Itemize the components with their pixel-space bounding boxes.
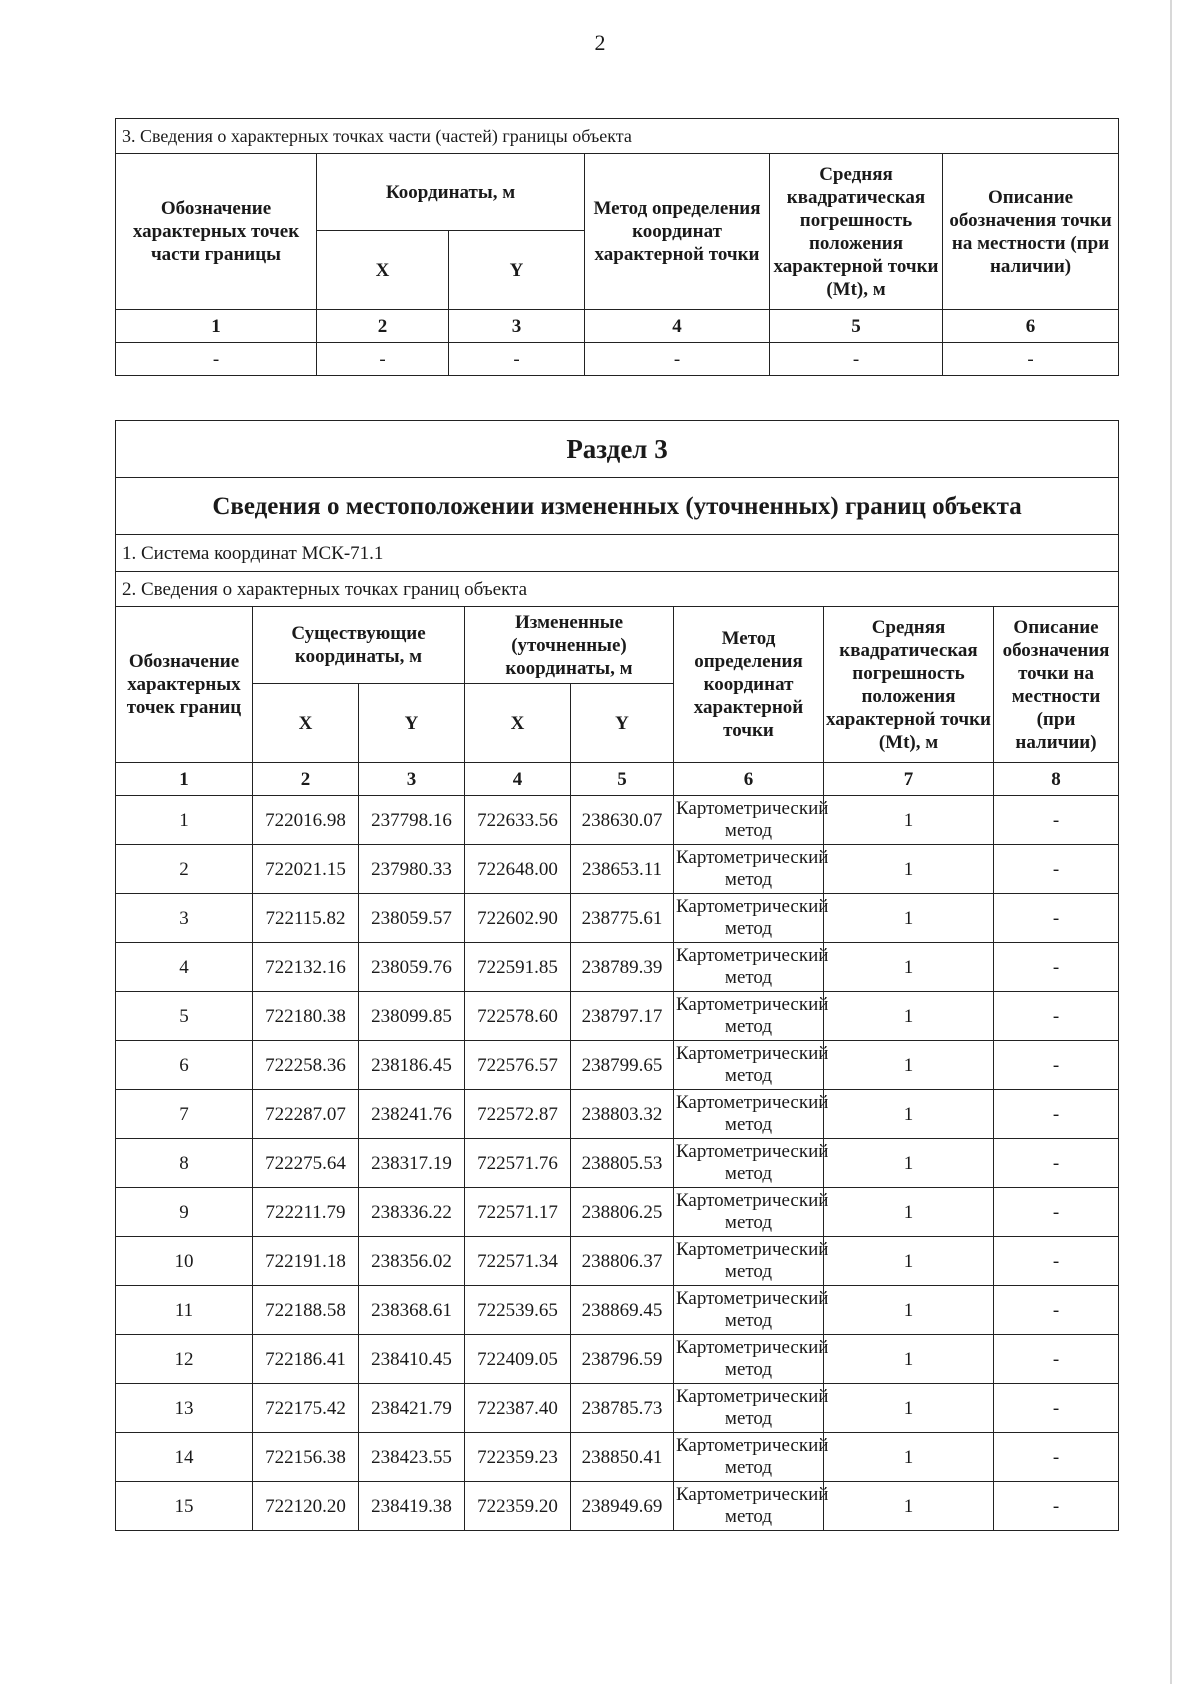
- changed-y: 238805.53: [571, 1139, 674, 1188]
- point-number: 4: [116, 943, 253, 992]
- mt-value: 1: [824, 1188, 994, 1237]
- empty-cell: -: [317, 343, 449, 376]
- boundary-points-table: [115, 420, 1119, 1531]
- table-row: [116, 894, 1119, 943]
- changed-y: 238799.65: [571, 1041, 674, 1090]
- empty-row: [116, 343, 1119, 376]
- mt-value: 1: [824, 1041, 994, 1090]
- method: Картометрический метод: [674, 1433, 824, 1482]
- existing-y: 238336.22: [359, 1188, 465, 1237]
- scan-edge: [1170, 0, 1172, 1684]
- method: Картометрический метод: [674, 894, 824, 943]
- mt-value: 1: [824, 845, 994, 894]
- description: -: [994, 1482, 1119, 1531]
- existing-y: 238317.19: [359, 1139, 465, 1188]
- col-number: 6: [943, 310, 1119, 343]
- existing-x: 722258.36: [253, 1041, 359, 1090]
- point-number: 7: [116, 1090, 253, 1139]
- point-number: 3: [116, 894, 253, 943]
- existing-x: 722175.42: [253, 1384, 359, 1433]
- col-number: 5: [770, 310, 943, 343]
- existing-y: 238410.45: [359, 1335, 465, 1384]
- description: -: [994, 1188, 1119, 1237]
- description: -: [994, 992, 1119, 1041]
- description: -: [994, 796, 1119, 845]
- description: -: [994, 845, 1119, 894]
- page-number: 2: [594, 30, 606, 55]
- changed-y: 238630.07: [571, 796, 674, 845]
- empty-cell: -: [116, 343, 317, 376]
- method: Картометрический метод: [674, 1090, 824, 1139]
- existing-y: 238368.61: [359, 1286, 465, 1335]
- changed-x: 722359.23: [465, 1433, 571, 1482]
- existing-x: 722191.18: [253, 1237, 359, 1286]
- col-number: 1: [116, 310, 317, 343]
- header-x-changed: X: [465, 684, 571, 763]
- changed-y: 238796.59: [571, 1335, 674, 1384]
- mt-value: 1: [824, 1335, 994, 1384]
- point-number: 12: [116, 1335, 253, 1384]
- col-number: 3: [359, 763, 465, 796]
- existing-y: 238421.79: [359, 1384, 465, 1433]
- existing-x: 722156.38: [253, 1433, 359, 1482]
- col-number: 6: [674, 763, 824, 796]
- existing-x: 722132.16: [253, 943, 359, 992]
- header-description: Описание обозначения точки на местности (при наличии): [943, 154, 1119, 310]
- coord-system: 1. Система координат МСК-71.1: [116, 535, 1119, 572]
- col-number: 1: [116, 763, 253, 796]
- column-numbers-row: [116, 310, 1119, 343]
- existing-x: 722021.15: [253, 845, 359, 894]
- existing-y: 238099.85: [359, 992, 465, 1041]
- method: Картометрический метод: [674, 796, 824, 845]
- description: -: [994, 1041, 1119, 1090]
- column-numbers-row: [116, 763, 1119, 796]
- changed-x: 722633.56: [465, 796, 571, 845]
- point-number: 11: [116, 1286, 253, 1335]
- method: Картометрический метод: [674, 992, 824, 1041]
- method: Картометрический метод: [674, 1335, 824, 1384]
- existing-y: 238059.57: [359, 894, 465, 943]
- method: Картометрический метод: [674, 1482, 824, 1531]
- description: -: [994, 1384, 1119, 1433]
- mt-value: 1: [824, 1433, 994, 1482]
- method: Картометрический метод: [674, 1188, 824, 1237]
- changed-y: 238806.25: [571, 1188, 674, 1237]
- empty-cell: -: [943, 343, 1119, 376]
- existing-y: 238059.76: [359, 943, 465, 992]
- point-number: 15: [116, 1482, 253, 1531]
- header-x: X: [317, 231, 449, 310]
- method: Картометрический метод: [674, 1237, 824, 1286]
- existing-y: 238423.55: [359, 1433, 465, 1482]
- header-y-existing: Y: [359, 684, 465, 763]
- point-number: 10: [116, 1237, 253, 1286]
- section-subtitle: Сведения о местоположении измененных (уточненных) границ объекта: [116, 478, 1119, 535]
- col-number: 8: [994, 763, 1119, 796]
- section-title: Раздел 3: [116, 421, 1119, 478]
- changed-x: 722539.65: [465, 1286, 571, 1335]
- header-error: Средняя квадратическая погрешность положения характерной точки (Mt), м: [824, 607, 994, 763]
- point-number: 9: [116, 1188, 253, 1237]
- table-row: [116, 1335, 1119, 1384]
- table-row: [116, 992, 1119, 1041]
- table-row: [116, 845, 1119, 894]
- mt-value: 1: [824, 1482, 994, 1531]
- points-body: [116, 796, 1119, 1531]
- point-number: 5: [116, 992, 253, 1041]
- header-changed: Измененные (уточненные) координаты, м: [465, 607, 674, 684]
- description: -: [994, 1335, 1119, 1384]
- empty-cell: -: [585, 343, 770, 376]
- changed-x: 722572.87: [465, 1090, 571, 1139]
- method: Картометрический метод: [674, 943, 824, 992]
- changed-x: 722571.17: [465, 1188, 571, 1237]
- existing-x: 722275.64: [253, 1139, 359, 1188]
- empty-cell: -: [449, 343, 585, 376]
- header-method: Метод определения координат характерной точки: [585, 154, 770, 310]
- description: -: [994, 1237, 1119, 1286]
- point-number: 2: [116, 845, 253, 894]
- header-existing: Существующие координаты, м: [253, 607, 465, 684]
- changed-x: 722571.76: [465, 1139, 571, 1188]
- changed-x: 722578.60: [465, 992, 571, 1041]
- header-coords: Координаты, м: [317, 154, 585, 231]
- table-row: [116, 1090, 1119, 1139]
- col-number: 4: [585, 310, 770, 343]
- changed-y: 238775.61: [571, 894, 674, 943]
- table-row: [116, 796, 1119, 845]
- method: Картометрический метод: [674, 1384, 824, 1433]
- changed-x: 722591.85: [465, 943, 571, 992]
- point-number: 8: [116, 1139, 253, 1188]
- part-points-title: 3. Сведения о характерных точках части (частей) границы объекта: [116, 119, 1119, 154]
- mt-value: 1: [824, 1237, 994, 1286]
- mt-value: 1: [824, 894, 994, 943]
- table-row: [116, 1384, 1119, 1433]
- mt-value: 1: [824, 1384, 994, 1433]
- changed-x: 722387.40: [465, 1384, 571, 1433]
- changed-y: 238653.11: [571, 845, 674, 894]
- description: -: [994, 1139, 1119, 1188]
- table-row: [116, 1237, 1119, 1286]
- header-designation: Обозначение характерных точек части границы: [116, 154, 317, 310]
- existing-y: 238419.38: [359, 1482, 465, 1531]
- table-row: [116, 943, 1119, 992]
- changed-x: 722359.20: [465, 1482, 571, 1531]
- mt-value: 1: [824, 1139, 994, 1188]
- header-designation: Обозначение характерных точек границ: [116, 607, 253, 763]
- empty-cell: -: [770, 343, 943, 376]
- existing-x: 722287.07: [253, 1090, 359, 1139]
- table-row: [116, 1482, 1119, 1531]
- existing-y: 238186.45: [359, 1041, 465, 1090]
- existing-x: 722188.58: [253, 1286, 359, 1335]
- method: Картометрический метод: [674, 845, 824, 894]
- description: -: [994, 894, 1119, 943]
- point-number: 1: [116, 796, 253, 845]
- description: -: [994, 1286, 1119, 1335]
- header-y: Y: [449, 231, 585, 310]
- changed-x: 722576.57: [465, 1041, 571, 1090]
- existing-x: 722016.98: [253, 796, 359, 845]
- changed-x: 722648.00: [465, 845, 571, 894]
- mt-value: 1: [824, 1286, 994, 1335]
- changed-y: 238803.32: [571, 1090, 674, 1139]
- col-number: 5: [571, 763, 674, 796]
- changed-y: 238869.45: [571, 1286, 674, 1335]
- changed-y: 238806.37: [571, 1237, 674, 1286]
- existing-x: 722180.38: [253, 992, 359, 1041]
- existing-y: 238241.76: [359, 1090, 465, 1139]
- mt-value: 1: [824, 992, 994, 1041]
- col-number: 3: [449, 310, 585, 343]
- col-number: 2: [317, 310, 449, 343]
- existing-y: 238356.02: [359, 1237, 465, 1286]
- description: -: [994, 1090, 1119, 1139]
- existing-x: 722186.41: [253, 1335, 359, 1384]
- description: -: [994, 1433, 1119, 1482]
- changed-y: 238785.73: [571, 1384, 674, 1433]
- header-y-changed: Y: [571, 684, 674, 763]
- description: -: [994, 943, 1119, 992]
- changed-x: 722571.34: [465, 1237, 571, 1286]
- changed-y: 238850.41: [571, 1433, 674, 1482]
- table-row: [116, 1286, 1119, 1335]
- col-number: 2: [253, 763, 359, 796]
- method: Картометрический метод: [674, 1041, 824, 1090]
- changed-y: 238789.39: [571, 943, 674, 992]
- mt-value: 1: [824, 1090, 994, 1139]
- header-x-existing: X: [253, 684, 359, 763]
- existing-y: 237980.33: [359, 845, 465, 894]
- table-row: [116, 1433, 1119, 1482]
- table-row: [116, 1139, 1119, 1188]
- method: Картометрический метод: [674, 1139, 824, 1188]
- point-number: 6: [116, 1041, 253, 1090]
- mt-value: 1: [824, 796, 994, 845]
- changed-x: 722602.90: [465, 894, 571, 943]
- header-error: Средняя квадратическая погрешность положения характерной точки (Mt), м: [770, 154, 943, 310]
- mt-value: 1: [824, 943, 994, 992]
- header-description: Описание обозначения точки на местности (при наличии): [994, 607, 1119, 763]
- existing-x: 722211.79: [253, 1188, 359, 1237]
- col-number: 7: [824, 763, 994, 796]
- point-number: 13: [116, 1384, 253, 1433]
- header-method: Метод определения координат характерной точки: [674, 607, 824, 763]
- part-points-table: [115, 118, 1119, 376]
- table-row: [116, 1188, 1119, 1237]
- changed-x: 722409.05: [465, 1335, 571, 1384]
- point-number: 14: [116, 1433, 253, 1482]
- method: Картометрический метод: [674, 1286, 824, 1335]
- col-number: 4: [465, 763, 571, 796]
- changed-y: 238797.17: [571, 992, 674, 1041]
- existing-x: 722115.82: [253, 894, 359, 943]
- table-row: [116, 1041, 1119, 1090]
- points-title: 2. Сведения о характерных точках границ объекта: [116, 572, 1119, 607]
- existing-x: 722120.20: [253, 1482, 359, 1531]
- changed-y: 238949.69: [571, 1482, 674, 1531]
- existing-y: 237798.16: [359, 796, 465, 845]
